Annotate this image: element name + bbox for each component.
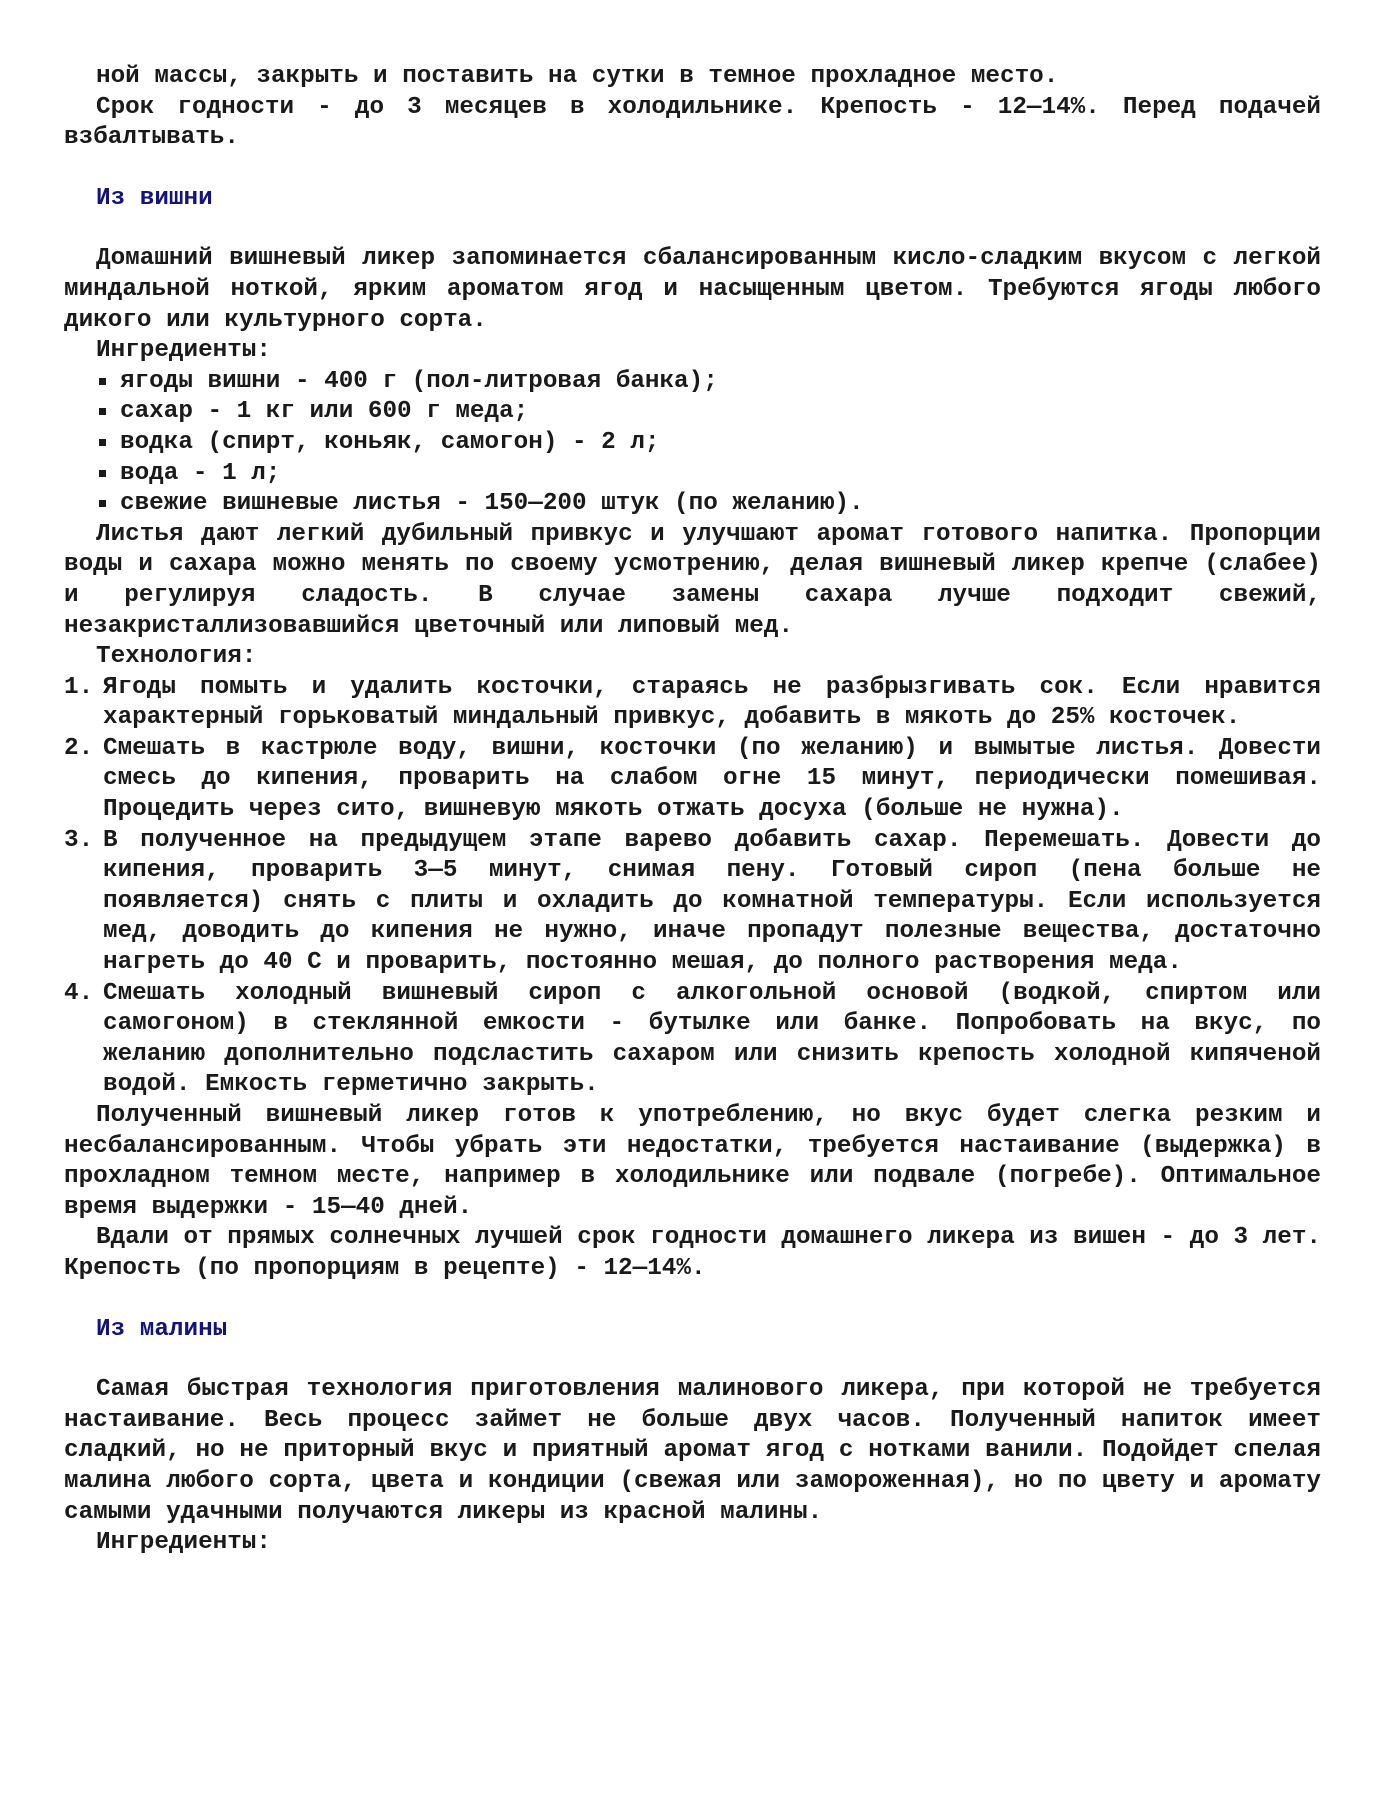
list-item: вода - 1 л; (96, 459, 1321, 490)
list-item: водка (спирт, коньяк, самогон) - 2 л; (96, 428, 1321, 459)
list-item: сахар - 1 кг или 600 г меда; (96, 397, 1321, 428)
step-text: Ягоды помыть и удалить косточки, стараясь не разбрызгивать сок. Если нравится характерный горьковатый миндальный привкус, добавить в мякоть до 25% косточек. (103, 673, 1321, 732)
cherry-note-paragraph: Листья дают легкий дубильный привкус и улучшают аромат готового напитка. Пропорции воды и сахара можно менять по своему усмотрению, делая вишневый ликер крепче (слабее) и регулируя сладость. В случае замены сахара лучше подходит свежий, незакристаллизовавшийся цветочный или липовый мед. (64, 520, 1321, 640)
list-item (64, 734, 1321, 826)
step-text: Смешать холодный вишневый сироп с алкогольной основой (водкой, спиртом или самогоном) в стеклянной емкости - бутылке или банке. Попробовать на вкус, по желанию дополнительно подсластить сахаром или снизить крепость холодной кипяченой водой. Емкость герметично закрыть. (103, 979, 1321, 1099)
raspberry-ingredients-label: Ингредиенты: (96, 1529, 271, 1557)
cherry-shelf-life-paragraph: Вдали от прямых солнечных лучшей срок годности домашнего ликера из вишен - до 3 лет. Крепость (по пропорциям в рецепте) - 12—14%. (64, 1224, 1321, 1282)
step-number: 3. (64, 826, 94, 854)
list-item (64, 979, 1321, 1101)
list-item (64, 673, 1321, 734)
cherry-aging-paragraph: Полученный вишневый ликер готов к употреблению, но вкус будет слегка резким и несбалансированным. Чтобы убрать эти недостатки, требуется настаивание (выдержка) в прохладном темном месте, например в холодильнике или подвале (погребе). Оптимальное время выдержки - 15—40 дней. (64, 1102, 1321, 1221)
list-item: свежие вишневые листья - 150—200 штук (по желанию). (96, 489, 1321, 520)
section-heading-raspberry: Из малины (96, 1315, 228, 1343)
step-number: 2. (64, 734, 94, 762)
cherry-ingredients-list (64, 367, 1321, 520)
step-text: В полученное на предыдущем этапе варево добавить сахар. Перемешать. Довести до кипения, проварить 3—5 минут, снимая пену. Готовый сироп (пена больше не появляется) снять с плиты и охладить до комнатной температуры. Если используется мед, доводить до кипения не нужно, иначе пропадут полезные вещества, достаточно нагреть до 40 С и проварить, постоянно мешая, до полного растворения меда. (103, 826, 1321, 977)
step-number: 1. (64, 673, 94, 701)
section-heading-cherry: Из вишни (96, 184, 213, 212)
continuation-paragraph: ной массы, закрыть и поставить на сутки в темное прохладное место. (96, 63, 1059, 90)
shelf-life-paragraph: Срок годности - до 3 месяцев в холодильнике. Крепость - 12—14%. Перед подачей взбалтывать. (64, 93, 1321, 152)
cherry-steps-list (64, 673, 1321, 1101)
list-item: ягоды вишни - 400 г (пол-литровая банка); (96, 367, 1321, 398)
cherry-technology-label: Технология: (96, 643, 257, 671)
cherry-ingredients-label: Ингредиенты: (96, 337, 271, 365)
list-item (64, 826, 1321, 979)
step-text: Смешать в кастрюле воду, вишни, косточки (по желанию) и вымытые листья. Довести смесь до кипения, проварить на слабом огне 15 минут, периодически помешивая. Процедить через сито, вишневую мякоть отжать досуха (больше не нужна). (103, 734, 1321, 824)
document-page (64, 62, 1321, 1559)
raspberry-intro-paragraph: Самая быстрая технология приготовления малинового ликера, при которой не требуется настаивание. Весь процесс займет не больше двух часов. Полученный напиток имеет сладкий, но не приторный вкус и приятный аромат ягод с нотками ванили. Подойдет спелая малина любого сорта, цвета и кондиции (свежая или замороженная), но по цвету и аромату самыми удачными получаются ликеры из красной малины. (64, 1376, 1321, 1526)
cherry-intro-paragraph: Домашний вишневый ликер запоминается сбалансированным кисло-сладким вкусом с легкой миндальной ноткой, ярким ароматом ягод и насыщенным цветом. Требуются ягоды любого дикого или культурного сорта. (64, 245, 1321, 334)
step-number: 4. (64, 979, 94, 1007)
